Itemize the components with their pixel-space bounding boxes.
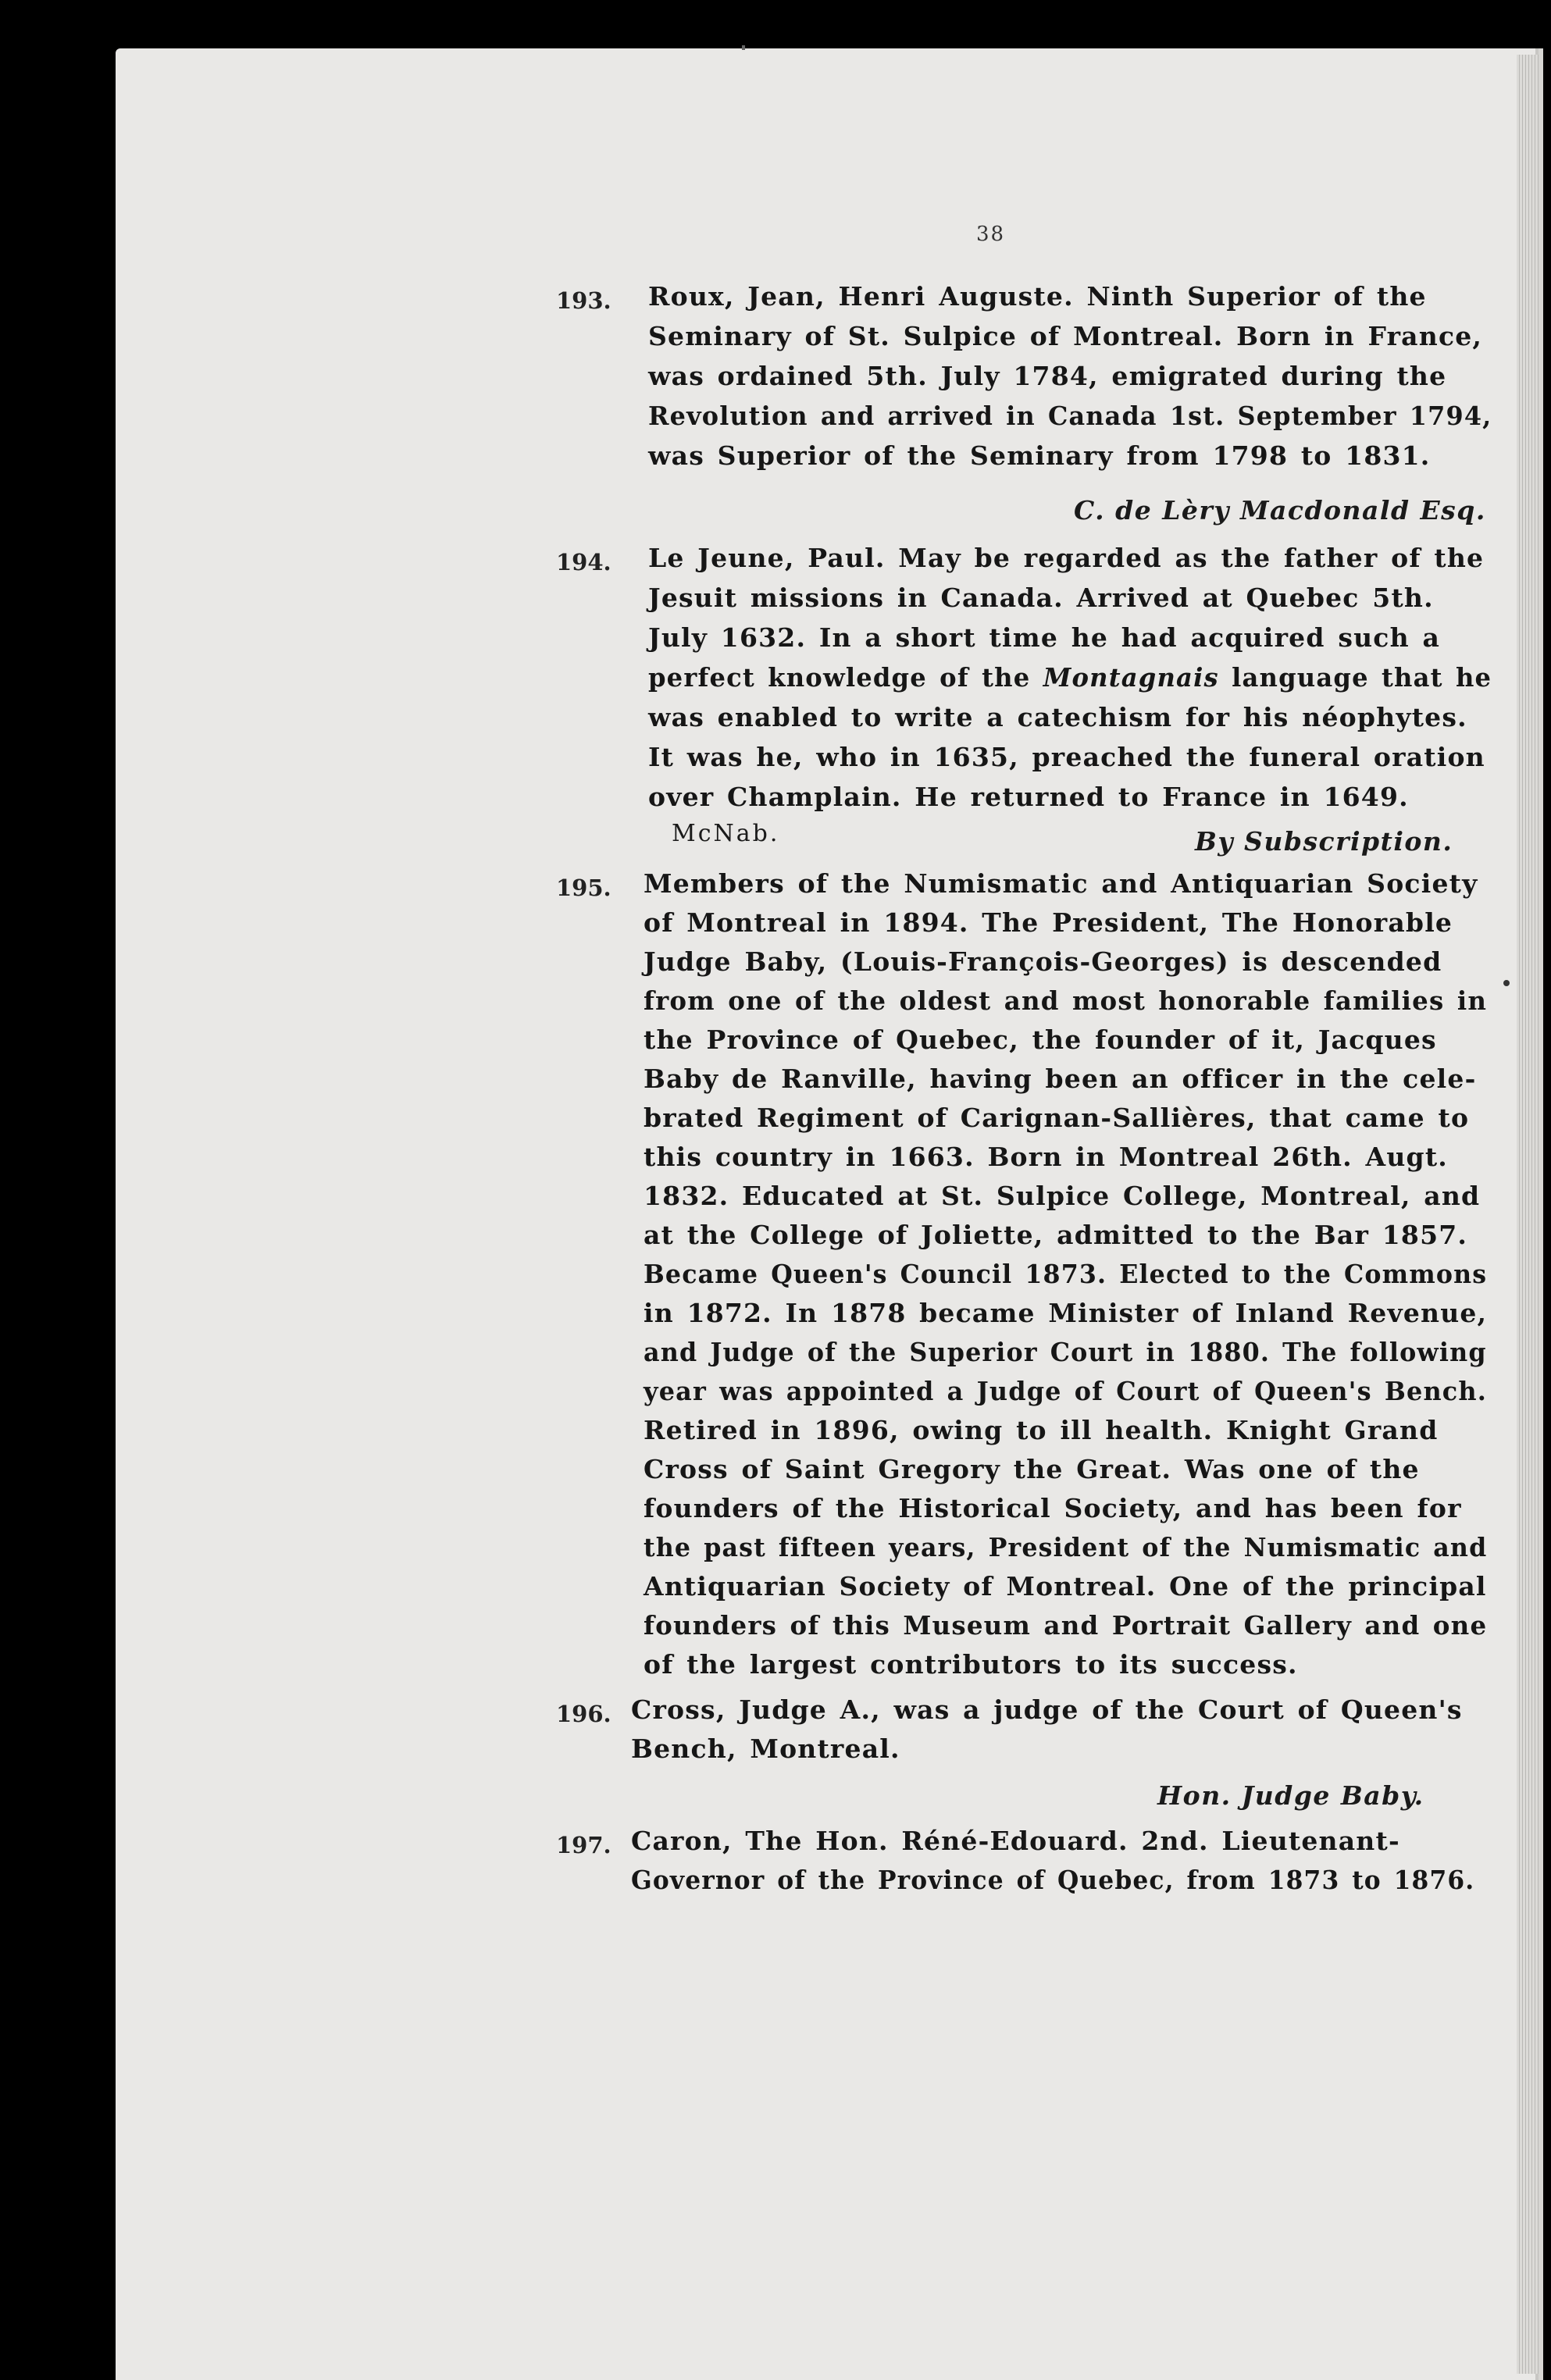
entry-number: 194. bbox=[556, 549, 611, 575]
text-line: Roux, Jean, Henri Auguste. Ninth Superior of the bbox=[648, 281, 1427, 312]
text-line: Members of the Numismatic and Antiquarian Society bbox=[644, 868, 1478, 899]
text-line: Antiquarian Society of Montreal. One of the principal bbox=[644, 1571, 1487, 1602]
text-line: was ordained 5th. July 1784, emigrated during the bbox=[648, 361, 1447, 391]
entry-credit: By Subscription. bbox=[1195, 826, 1453, 857]
text-line: in 1872. In 1878 became Minister of Inland Revenue, bbox=[644, 1298, 1488, 1328]
text-line: Judge Baby, (Louis-François-Georges) is descended bbox=[644, 946, 1442, 977]
text-line: founders of the Historical Society, and has been for bbox=[644, 1493, 1462, 1523]
page-edges bbox=[1517, 55, 1539, 2374]
text-line: Jesuit missions in Canada. Arrived at Quebec 5th. bbox=[648, 583, 1434, 613]
text-line: of Montreal in 1894. The President, The Honorable bbox=[644, 907, 1453, 938]
entry-number: 196. bbox=[556, 1701, 611, 1727]
entry-credit: Hon. Judge Baby. bbox=[1157, 1780, 1424, 1811]
book-page bbox=[116, 48, 1543, 2380]
text-line: year was appointed a Judge of Court of Queen's Bench. bbox=[644, 1376, 1488, 1406]
text-line: Governor of the Province of Quebec, from 1873 to 1876. bbox=[631, 1865, 1475, 1895]
text-line: Caron, The Hon. Réné-Edouard. 2nd. Lieutenant- bbox=[631, 1826, 1400, 1856]
text-line: Became Queen's Council 1873. Elected to the Commons bbox=[644, 1259, 1488, 1289]
text-line: was Superior of the Seminary from 1798 to 1831. bbox=[648, 440, 1431, 471]
text-line: this country in 1663. Born in Montreal 26th. Augt. bbox=[644, 1142, 1448, 1172]
text-line: and Judge of the Superior Court in 1880. The following bbox=[644, 1337, 1487, 1367]
text-line: Baby de Ranville, having been an officer in the cele- bbox=[644, 1064, 1477, 1094]
page-number: 38 bbox=[976, 223, 1006, 246]
text-line: Revolution and arrived in Canada 1st. September 1794, bbox=[648, 401, 1492, 431]
text-line: of the largest contributors to its success. bbox=[644, 1649, 1298, 1680]
entry-number: 193. bbox=[556, 287, 611, 314]
text-line: the Province of Quebec, the founder of it, Jacques bbox=[644, 1024, 1437, 1055]
text-line: the past fifteen years, President of the Numismatic and bbox=[644, 1532, 1488, 1562]
entry-credit: C. de Lèry Macdonald Esq. bbox=[1074, 495, 1486, 526]
text-line: Cross of Saint Gregory the Great. Was one of the bbox=[644, 1454, 1420, 1484]
page-speck bbox=[742, 45, 745, 50]
text-line: at the College of Joliette, admitted to the Bar 1857. bbox=[644, 1220, 1468, 1250]
text-line: July 1632. In a short time he had acquired such a bbox=[648, 622, 1441, 653]
margin-speck bbox=[1503, 980, 1510, 986]
text-line: Seminary of St. Sulpice of Montreal. Born in France, bbox=[648, 321, 1483, 351]
italic-word: Montagnais bbox=[1043, 662, 1219, 693]
entry-author: McNab. bbox=[672, 820, 780, 847]
text-line: Cross, Judge A., was a judge of the Court of Queen's bbox=[631, 1694, 1463, 1725]
text-line: perfect knowledge of the Montagnais language that he bbox=[648, 662, 1492, 693]
entry-number: 195. bbox=[556, 875, 611, 901]
text-line: Retired in 1896, owing to ill health. Knight Grand bbox=[644, 1415, 1439, 1445]
text-line: from one of the oldest and most honorable families in bbox=[644, 985, 1488, 1016]
text-line: was enabled to write a catechism for his néophytes. bbox=[648, 702, 1467, 732]
text-line: brated Regiment of Carignan-Sallières, that came to bbox=[644, 1103, 1470, 1133]
text-line: It was he, who in 1635, preached the funeral oration bbox=[648, 742, 1485, 772]
text-line: 1832. Educated at St. Sulpice College, Montreal, and bbox=[644, 1181, 1481, 1211]
text-line: Le Jeune, Paul. May be regarded as the father of the bbox=[648, 543, 1485, 573]
entry-number: 197. bbox=[556, 1832, 611, 1858]
text-line: over Champlain. He returned to France in 1649. bbox=[648, 782, 1409, 812]
text-line: Bench, Montreal. bbox=[631, 1733, 900, 1764]
text-line: founders of this Museum and Portrait Gallery and one bbox=[644, 1610, 1488, 1641]
